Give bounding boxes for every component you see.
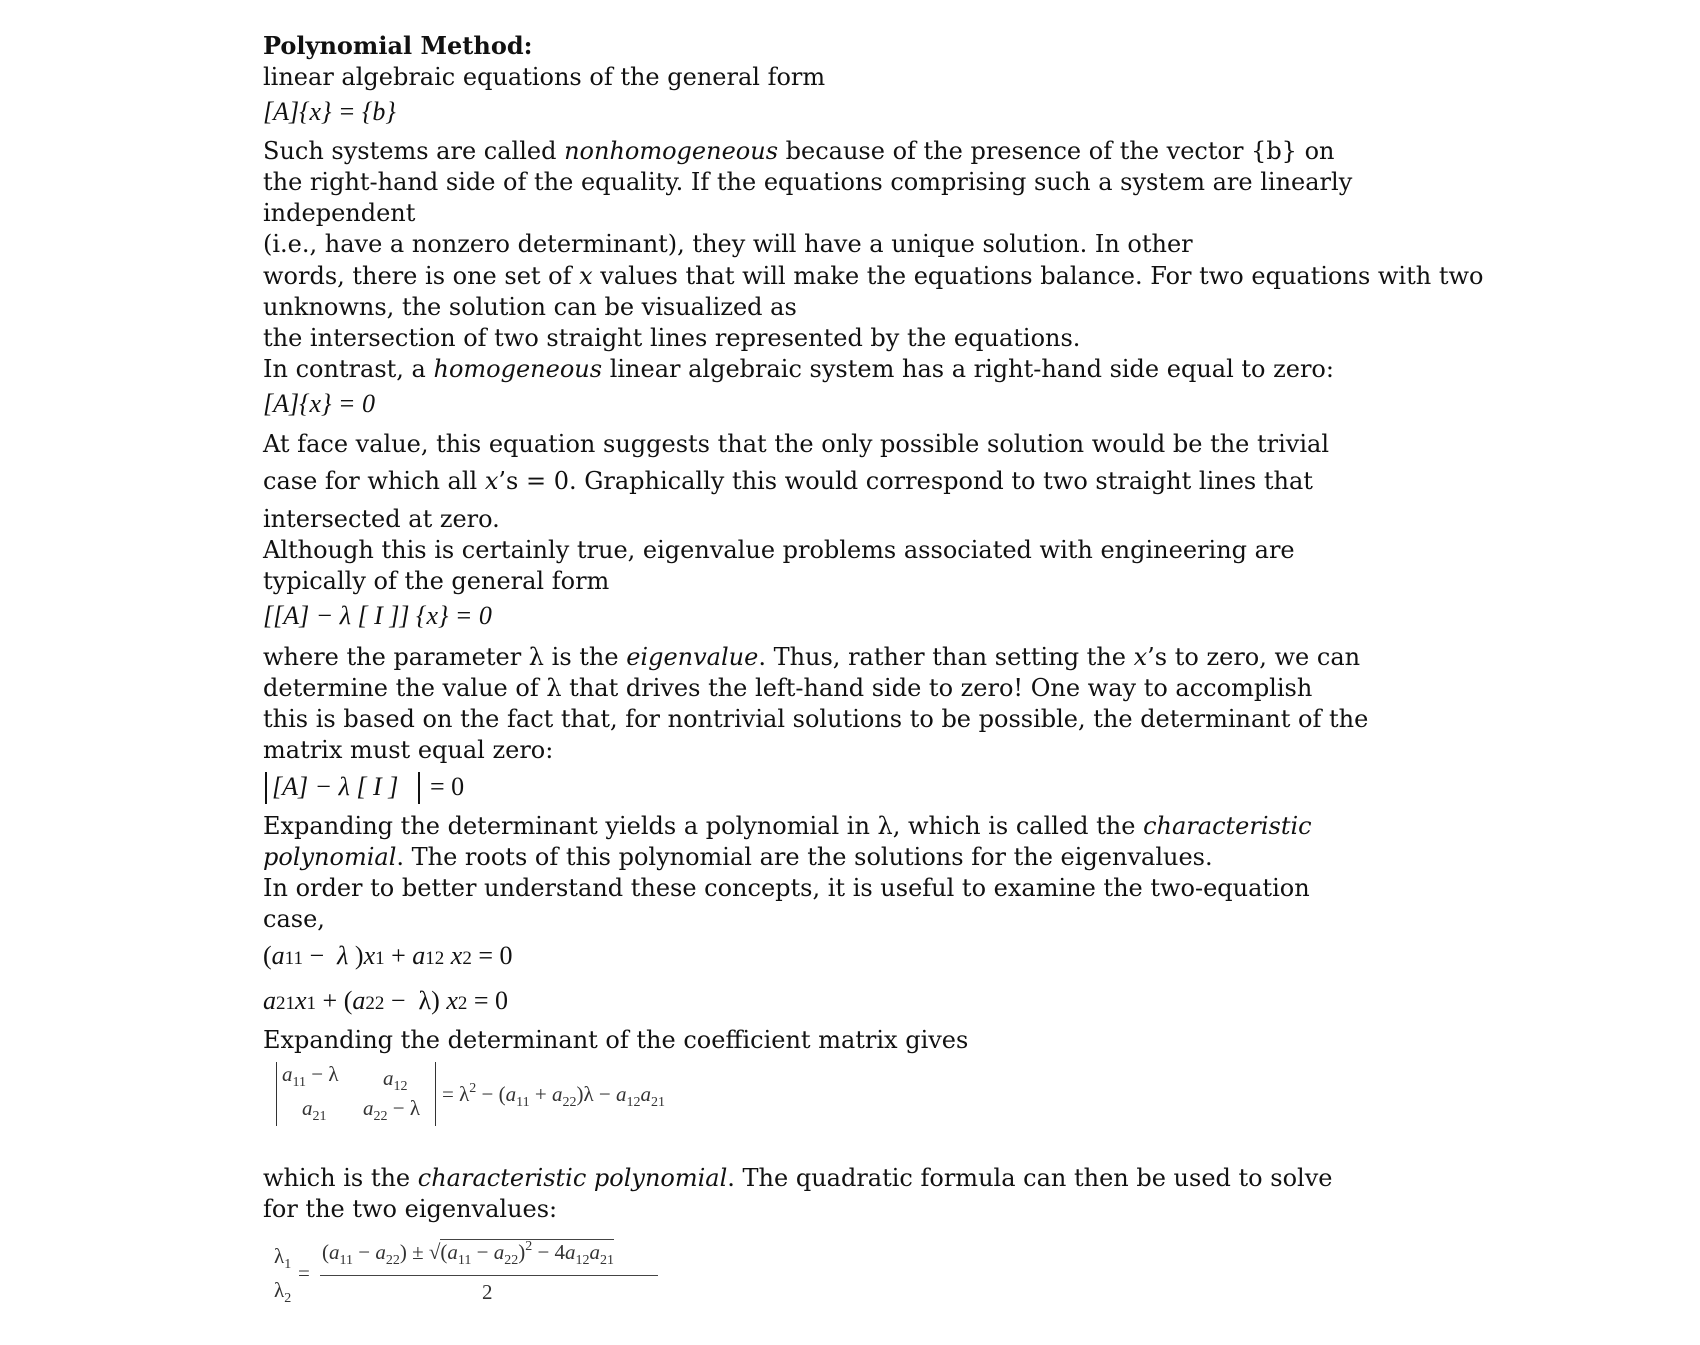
emphasis: characteristic polynomial — [417, 1164, 728, 1192]
equation-text: [A] − λ [ I ] — [272, 772, 399, 801]
text-line: linear algebraic equations of the general form — [263, 63, 826, 91]
matrix-bar-left — [276, 1062, 277, 1126]
text: Such systems are called — [263, 137, 565, 165]
characteristic-polynomial: = $\lambda^2 - (a_{11} + a_{22})\lambda - a_{12}a_{21}$ — [442, 1081, 665, 1110]
text-line: intersected at zero. — [263, 505, 500, 533]
text: ’s to zero, we can — [1147, 643, 1361, 671]
text: words, there is one set of — [263, 262, 580, 290]
emphasis: x — [1133, 643, 1148, 671]
lambda-1: $\lambda_1$ — [274, 1244, 292, 1272]
matrix-bar-right — [435, 1062, 436, 1126]
emphasis: homogeneous — [433, 355, 603, 383]
text-line — [263, 812, 1312, 840]
emphasis: x — [484, 467, 499, 495]
equation-system-row1: (a11 − λ )x1 + a12 x2 = 0 — [263, 941, 513, 970]
text-line — [263, 643, 1360, 671]
text: case for which all — [263, 467, 485, 495]
text-line: Expanding the determinant of the coefficient matrix gives — [263, 1026, 969, 1054]
equation-nonhomogeneous — [263, 98, 396, 126]
text-line: this is based on the fact that, for nontrivial solutions to be possible, the determinant of the — [263, 705, 1369, 733]
text: . The quadratic formula can then be used to solve — [727, 1164, 1333, 1192]
matrix-cell-21: $a_{21}$ — [302, 1096, 327, 1124]
equation-homogeneous — [263, 390, 375, 418]
emphasis: nonhomogeneous — [564, 137, 779, 165]
text-line — [263, 843, 1213, 871]
text-line: typically of the general form — [263, 567, 610, 595]
text: . The roots of this polynomial are the solutions for the eigenvalues. — [396, 843, 1213, 871]
equation-rhs: = 0 — [430, 772, 465, 801]
determinant-bar-left — [265, 772, 267, 804]
text-line — [263, 262, 1483, 290]
text: which is the — [263, 1164, 418, 1192]
formula-denominator: 2 — [482, 1280, 493, 1304]
formula-numerator: $(a_{11} - a_{22}) \pm √(a_{11} - a_{22})^2 - 4a_{12}a_{21}$ — [322, 1239, 615, 1268]
text-line: determine the value of λ that drives the left-hand side to zero! One way to accomplish — [263, 674, 1313, 702]
text-line — [263, 467, 1313, 495]
text: Expanding the determinant yields a polynomial in λ, which is called the — [263, 812, 1144, 840]
text-line: (i.e., have a nonzero determinant), they will have a unique solution. In other — [263, 230, 1193, 258]
text-line: Although this is certainly true, eigenvalue problems associated with engineering are — [263, 536, 1295, 564]
emphasis: eigenvalue — [626, 643, 759, 671]
text-line: matrix must equal zero: — [263, 736, 554, 764]
text-line: unknowns, the solution can be visualized as — [263, 293, 797, 321]
text: values that will make the equations balance. For two equations with two — [592, 262, 1484, 290]
text-line — [263, 355, 1334, 383]
lambda-2: $\lambda_2$ — [274, 1278, 292, 1306]
equation-eigen-general — [263, 602, 492, 630]
equation-text: [A]{x} = 0 — [263, 389, 375, 418]
emphasis: characteristic — [1143, 812, 1312, 840]
text-line: the intersection of two straight lines represented by the equations. — [263, 324, 1081, 352]
matrix-cell-11: $a_{11} - \lambda$ — [282, 1062, 339, 1090]
text-line: In order to better understand these concepts, it is useful to examine the two-equation — [263, 874, 1310, 902]
text: . Thus, rather than setting the — [758, 643, 1134, 671]
text-line — [263, 137, 1334, 165]
text-line: independent — [263, 199, 416, 227]
section-title: Polynomial Method: — [263, 31, 533, 60]
text: ’s = 0. Graphically this would correspond to two straight lines that — [498, 467, 1313, 495]
equation-text: [A]{x} = {b} — [263, 97, 396, 126]
text-line — [263, 1164, 1332, 1192]
text-line: At face value, this equation suggests that the only possible solution would be the trivial — [263, 430, 1330, 458]
equals-sign: = — [298, 1261, 310, 1285]
equation-text: [[A] − λ [ I ]] {x} = 0 — [263, 601, 492, 630]
text: where the parameter λ is the — [263, 643, 627, 671]
fraction-line — [320, 1275, 658, 1276]
text-line: for the two eigenvalues: — [263, 1195, 558, 1223]
text: In contrast, a — [263, 355, 434, 383]
text-line: case, — [263, 905, 325, 933]
equation-system-row2: a21x1 + (a22 − λ) x2 = 0 — [263, 986, 509, 1015]
matrix-cell-12: $a_{12}$ — [383, 1066, 408, 1094]
equation-determinant-zero — [272, 773, 398, 801]
emphasis: polynomial — [263, 843, 397, 871]
determinant-bar-right — [418, 772, 420, 804]
matrix-cell-22: $a_{22} - \lambda$ — [363, 1096, 421, 1124]
text: because of the presence of the vector {b} on — [778, 137, 1335, 165]
emphasis: x — [579, 262, 593, 290]
text: linear algebraic system has a right-hand side equal to zero: — [602, 355, 1334, 383]
text-line: the right-hand side of the equality. If the equations comprising such a system are linearly — [263, 168, 1353, 196]
